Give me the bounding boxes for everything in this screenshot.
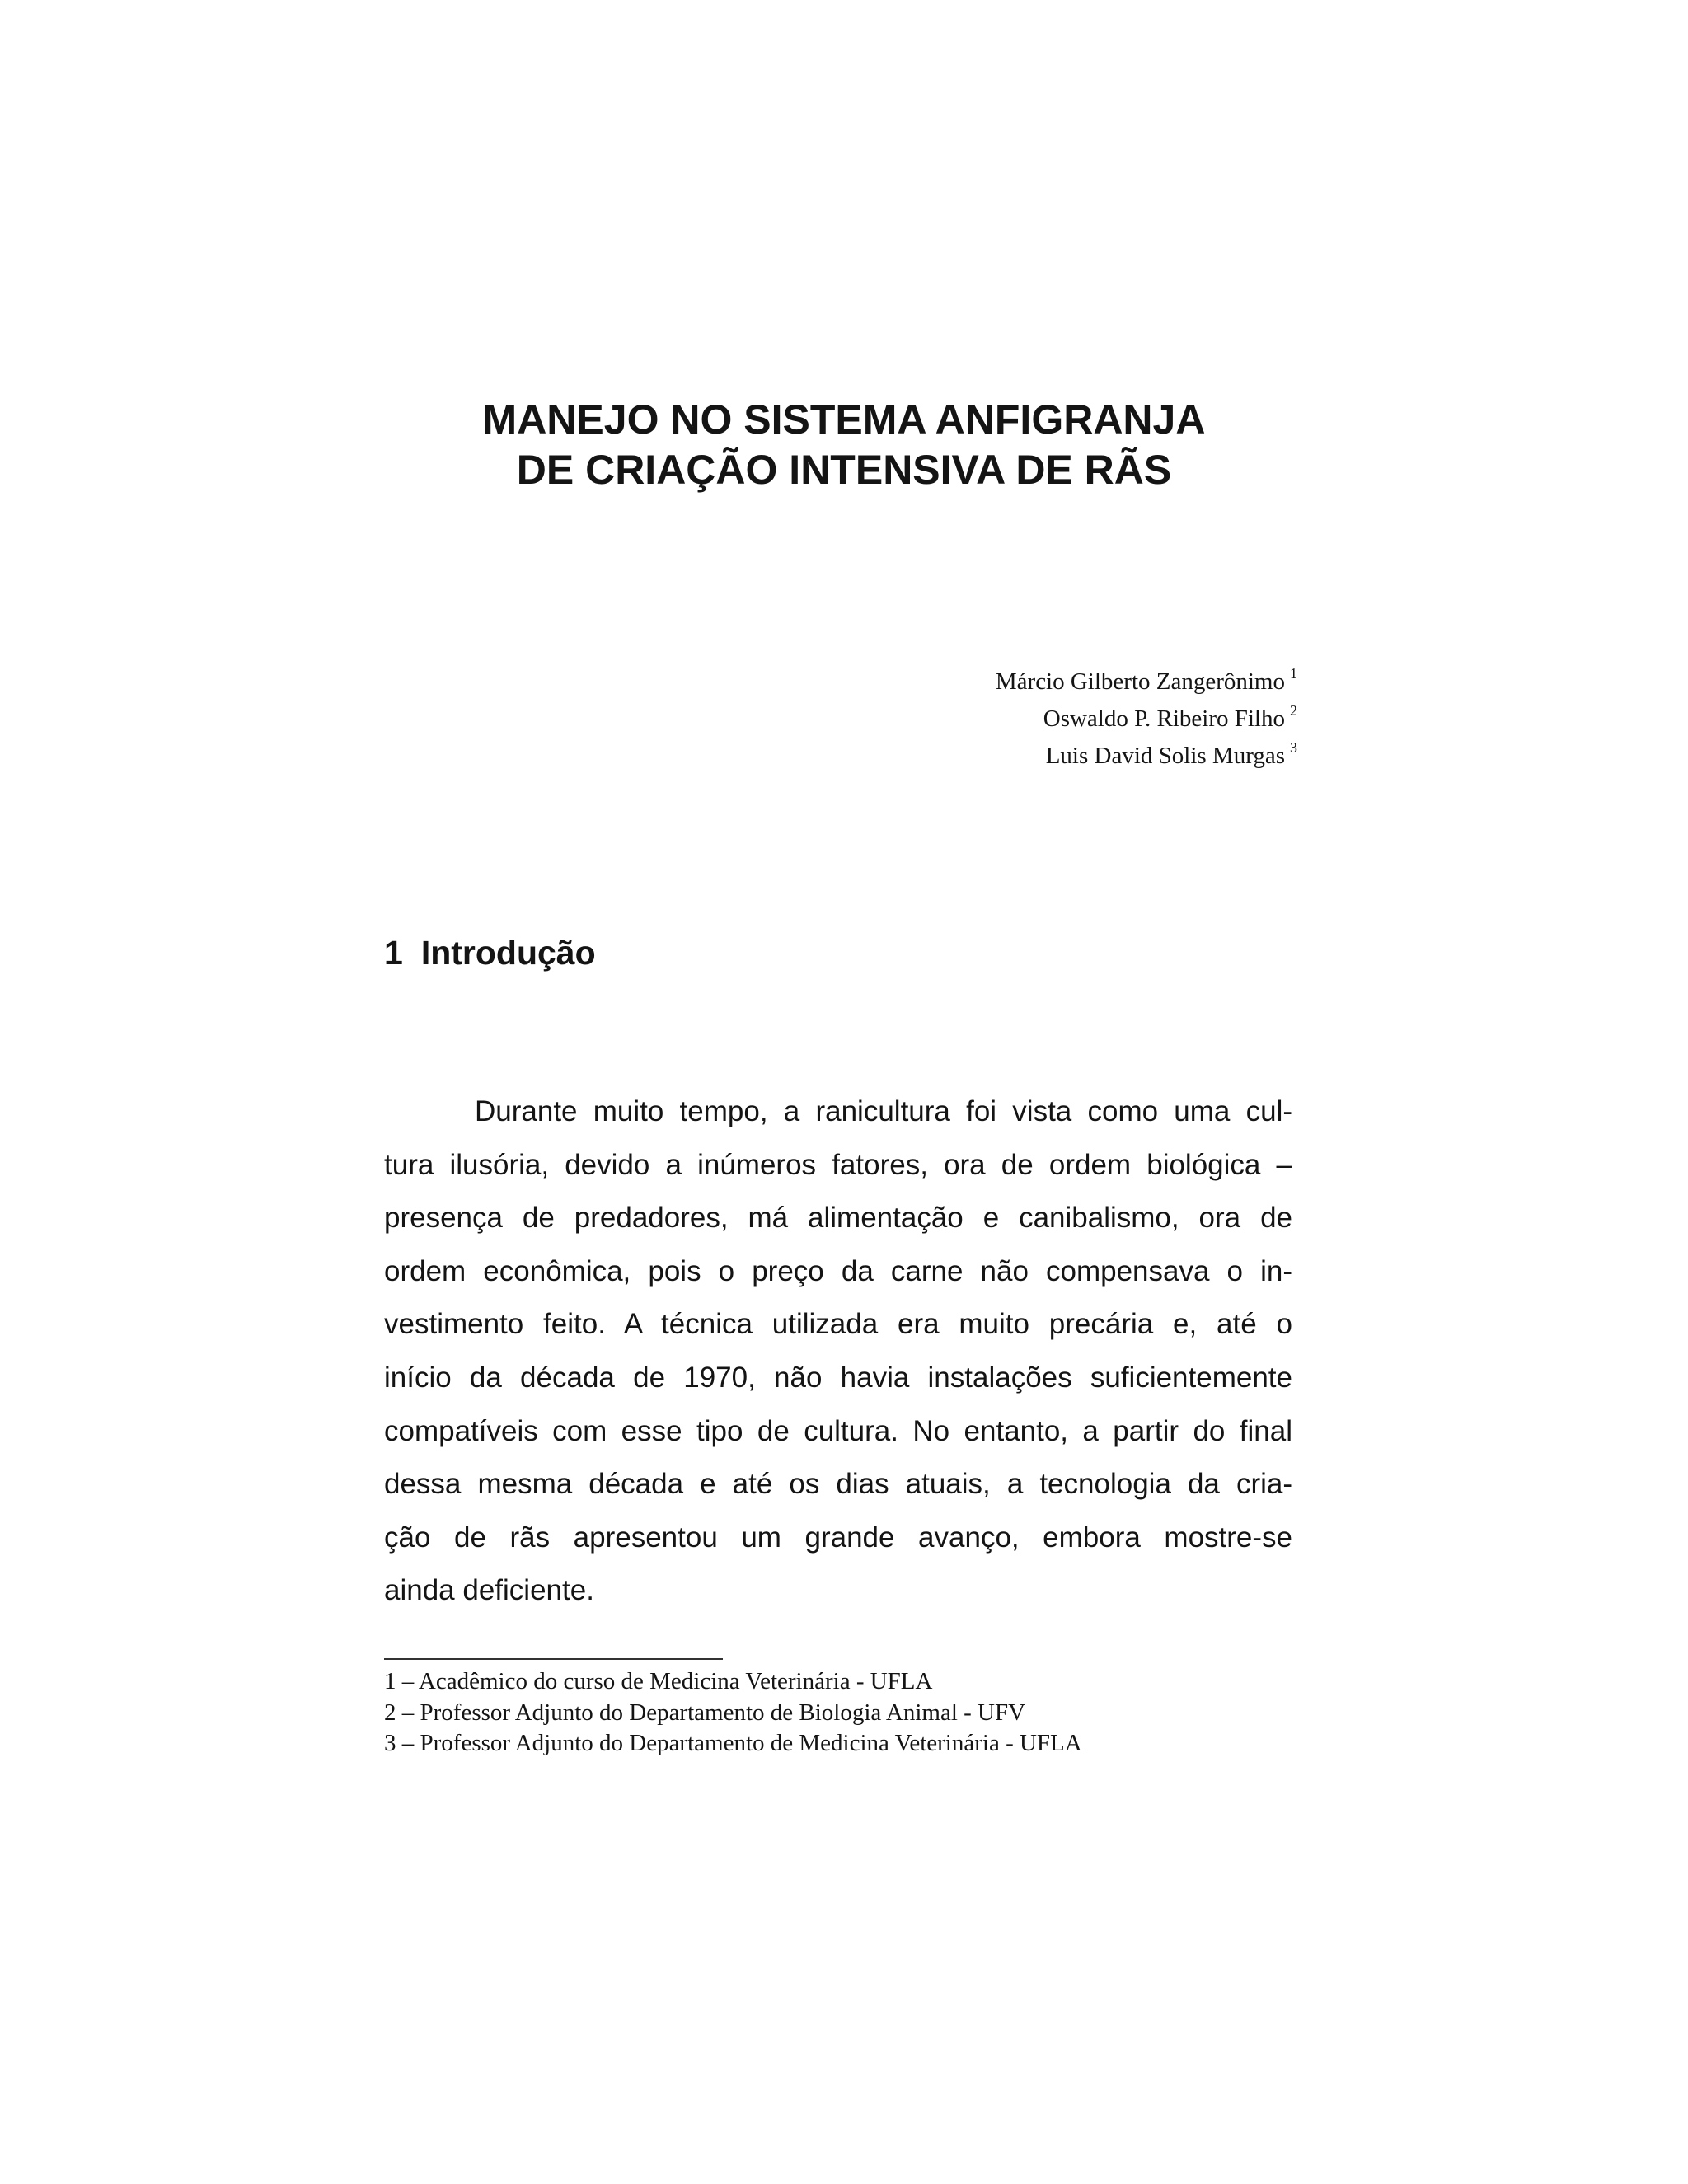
footnotes bbox=[384, 1666, 1082, 1760]
author-footnote-mark: 2 bbox=[1290, 702, 1297, 719]
footnote-2: 2 – Professor Adjunto do Departamento de Biologia Animal - UFV bbox=[384, 1699, 1026, 1726]
paragraph-line: compatíveis com esse tipo de cultura. No entanto, a partir do final bbox=[384, 1414, 1292, 1447]
paragraph-line: ainda deficiente. bbox=[384, 1574, 594, 1607]
author-footnote-mark: 1 bbox=[1290, 665, 1297, 682]
paragraph-line: ção de rãs apresentou um grande avanço, embora mostre-se bbox=[384, 1521, 1292, 1554]
author-3 bbox=[996, 738, 1297, 775]
intro-paragraph bbox=[384, 1085, 1292, 1618]
author-2 bbox=[996, 701, 1297, 738]
footnote-1: 1 – Acadêmico do curso de Medicina Veterinária - UFLA bbox=[384, 1668, 933, 1694]
paragraph-line: vestimento feito. A técnica utilizada era muito precária e, até o bbox=[384, 1308, 1292, 1341]
author-list bbox=[996, 663, 1297, 775]
paragraph-line: dessa mesma década e até os dias atuais, a tecnologia da cria- bbox=[384, 1468, 1292, 1501]
paragraph-line: tura ilusória, devido a inúmeros fatores, ora de ordem biológica – bbox=[384, 1148, 1292, 1181]
title-line-1: MANEJO NO SISTEMA ANFIGRANJA bbox=[482, 396, 1206, 443]
author-name: Oswaldo P. Ribeiro Filho bbox=[1043, 705, 1285, 732]
footnote-divider bbox=[384, 1658, 723, 1660]
section-number: 1 bbox=[384, 934, 403, 972]
paragraph-line: início da década de 1970, não havia instalações suficientemente bbox=[384, 1361, 1292, 1394]
author-name: Luis David Solis Murgas bbox=[1045, 743, 1285, 769]
section-title: Introdução bbox=[420, 934, 596, 972]
author-name: Márcio Gilberto Zangerônimo bbox=[995, 668, 1285, 695]
paragraph-line: Durante muito tempo, a ranicultura foi vista como uma cul- bbox=[475, 1095, 1292, 1127]
footnote-3: 3 – Professor Adjunto do Departamento de Medicina Veterinária - UFLA bbox=[384, 1730, 1082, 1756]
paragraph-line: presença de predadores, má alimentação e canibalismo, ora de bbox=[384, 1202, 1292, 1235]
author-footnote-mark: 3 bbox=[1290, 739, 1297, 756]
title-line-2: DE CRIAÇÃO INTENSIVA DE RÃS bbox=[516, 447, 1172, 493]
paragraph-line: ordem econômica, pois o preço da carne não compensava o in- bbox=[384, 1254, 1292, 1287]
author-1 bbox=[996, 663, 1297, 701]
section-heading bbox=[384, 932, 596, 973]
